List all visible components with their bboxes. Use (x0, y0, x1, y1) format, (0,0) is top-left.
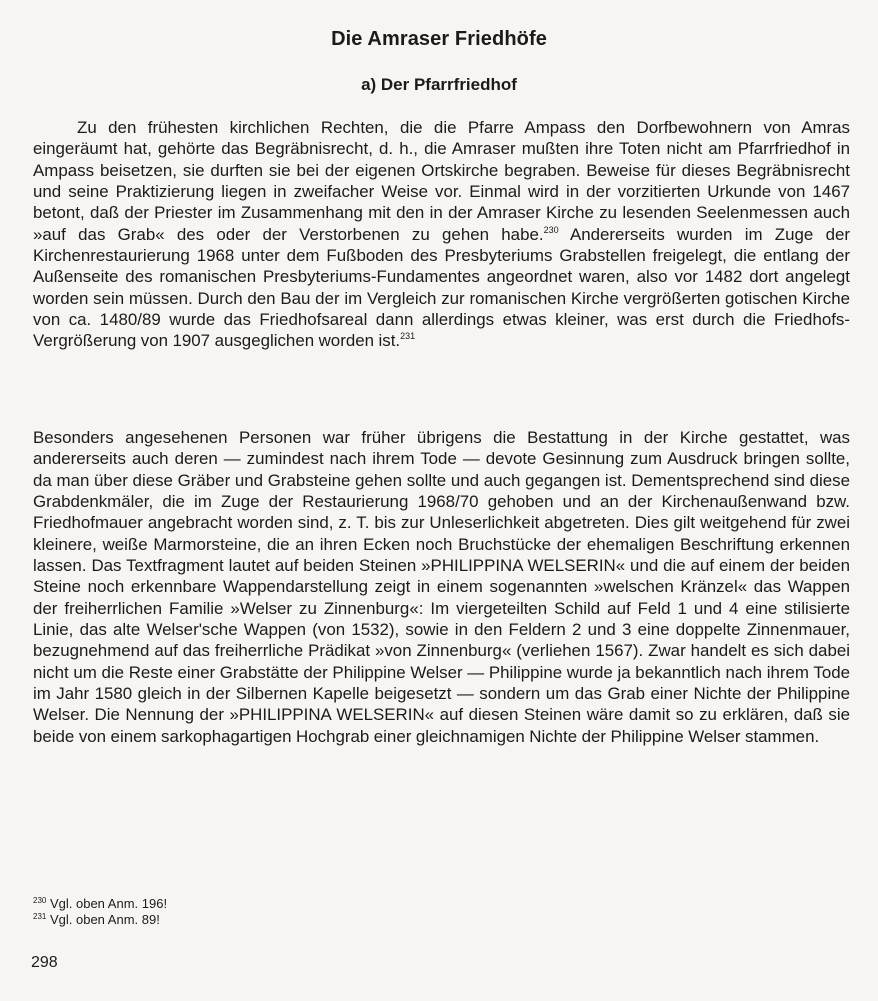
paragraph-1-text-b: Andererseits wurden im Zuge der Kirchenrestaurierung 1968 unter dem Fußboden des Presbyteriums Grabstellen freigelegt, die entlang der Außenseite des romanischen Presbyteriums-Fundamentes angeordnet waren, also vor 1482 dort angelegt worden sein müssen. Durch den Bau der im Vergleich zur romanischen Kirche vergrößerten gotischen Kirche von ca. 1480/89 wurde das Friedhofsareal dann allerdings etwas kleiner, was erst durch die Friedhofs-Vergrößerung von 1907 ausgeglichen worden ist. (33, 224, 850, 351)
footnote-ref-230: 230 (543, 224, 559, 235)
page-title: Die Amraser Friedhöfe (331, 28, 547, 50)
section-subtitle: a) Der Pfarrfriedhof (361, 75, 517, 94)
footnote-number: 230 (33, 896, 47, 905)
footnote-231 (33, 912, 160, 928)
body-paragraph-2: Besonders angesehenen Personen war früher übrigens die Bestattung in der Kirche gestattet, was andererseits auch deren — zumindest nach ihrem Tode — devote Gesinnung zum Ausdruck bringen sollte, da man über diese Gräber und Grabsteine gehen sollte und auch gegangen ist. Dementsprechend sind diese Grabdenkmäler, die im Zuge der Restaurierung 1968/70 gehoben und an der Kirchenaußenwand bzw. Friedhofmauer angebracht worden sind, z. T. bis zur Unleserlichkeit abgetreten. Dies gilt weitgehend für zwei kleinere, weiße Marmorsteine, die an ihren Ecken noch Bruchstücke der ehemaligen Beschriftung erkennen lassen. Das Textfragment lautet auf beiden Steinen »PHILIPPINA WELSERIN« und die auf einem der beiden Steine noch erkennbare Wappendarstellung zeigt in einem sogenannten »welschen Kränzel« das Wappen der freiherrlichen Familie »Welser zu Zinnenburg«: Im viergeteilten Schild auf Feld 1 und 4 eine stilisierte Linie, das alte Welser'sche Wappen (von 1532), sowie in den Feldern 2 und 3 eine doppelte Zinnenmauer, bezugnehmend auf das freiherrliche Prädikat »von Zinnenburg« (verliehen 1567). Zwar handelt es sich dabei nicht um die Reste einer Grabstätte der Philippine Welser — Philippine wurde ja bekanntlich nach ihrem Tode im Jahr 1580 gleich in der Silbernen Kapelle beigesetzt — sondern um das Grab einer Nichte der Philippine Welser. Die Nennung der »PHILIPPINA WELSERIN« auf diesen Steinen wäre damit so zu erklären, daß sie beide von einem sarkophagartigen Hochgrab einer gleichnamigen Nichte der Philippine Welser stammen. (33, 428, 850, 746)
footnote-number: 231 (33, 912, 47, 921)
footnote-ref-231: 231 (400, 331, 416, 342)
footnote-230 (33, 896, 167, 912)
footnote-text: Vgl. oben Anm. 89! (49, 912, 160, 927)
body-paragraph-1 (33, 117, 850, 352)
paragraph-1-text-a: Zu den frühesten kirchlichen Rechten, die die Pfarre Ampass den Dorfbewohnern von Amras eingeräumt hat, gehörte das Begräbnisrecht, d. h., die Amraser mußten ihre Toten nicht am Pfarrfriedhof in Ampass beisetzen, sie durften sie bei der eigenen Ortskirche begraben. Beweise für dieses Begräbnisrecht und seine Praktizierung liegen in zweifacher Weise vor. Einmal wird in der vorzitierten Urkunde von 1467 betont, daß der Priester im Zusammenhang mit den in der Amraser Kirche zu lesenden Seelenmessen auch »auf das Grab« des oder der Verstorbenen zu gehen habe. (33, 118, 850, 244)
page-number: 298 (31, 954, 58, 971)
footnote-text: Vgl. oben Anm. 196! (49, 896, 168, 911)
